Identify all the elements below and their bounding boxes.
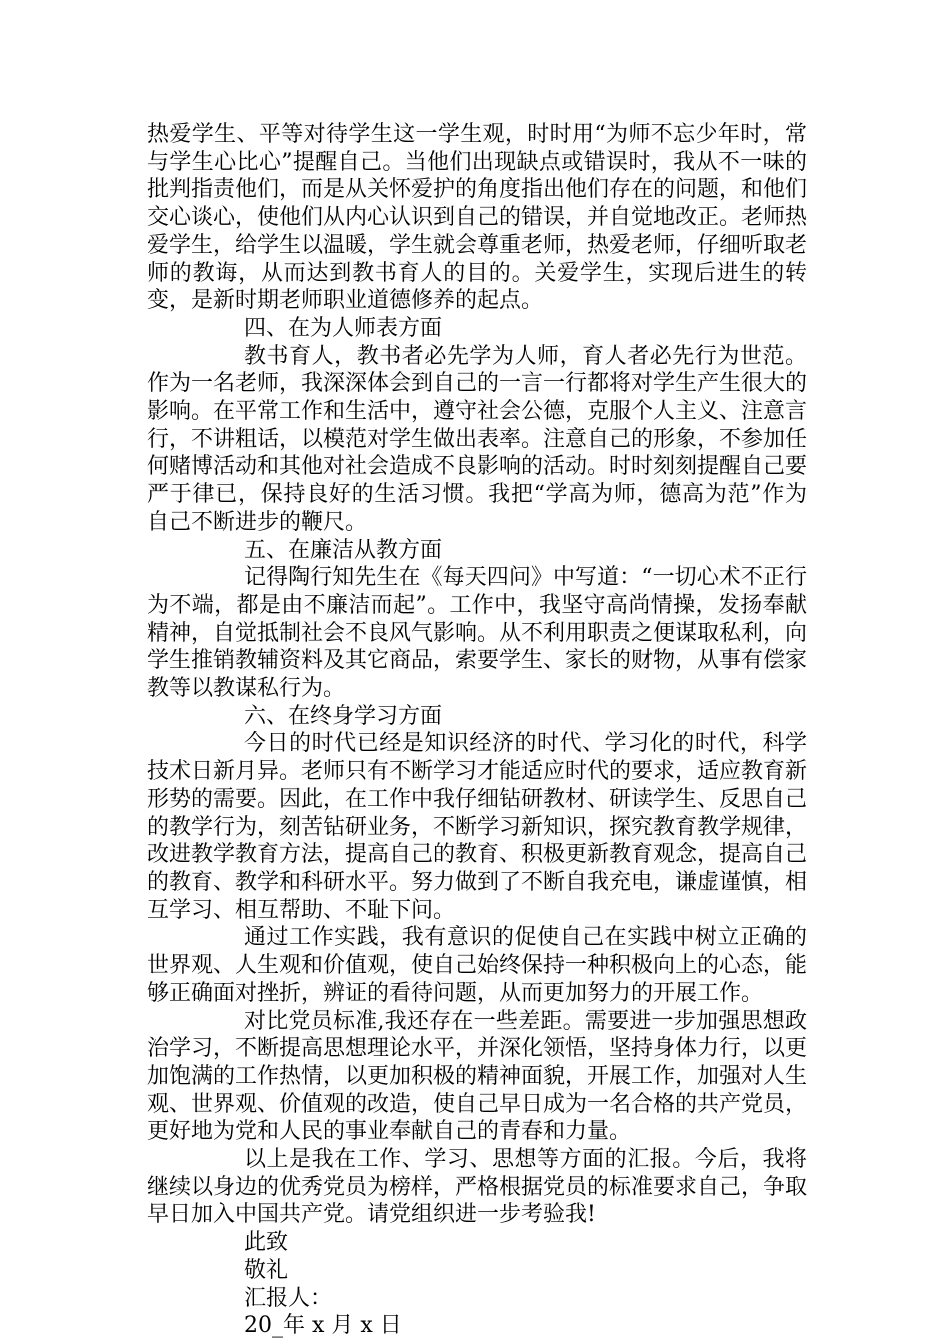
body-paragraph: 对比党员标准,我还存在一些差距。需要进一步加强思想政治学习，不断提高思想理论水平，并深化领悟，坚持身体力行，以更加饱满的工作热情，以更加积极的精神面貌，开展工作，加强对人生观、世界观、价值观的改造，使自己早日成为一名合格的共产党员，更好地为党和人民的事业奉献自己的青春和力量。: [147, 1008, 808, 1145]
document-page: [147, 121, 807, 1340]
closing-regards: 敬礼: [244, 1257, 289, 1283]
body-paragraph: 通过工作实践，我有意识的促使自己在实践中树立正确的世界观、人生观和价值观，使自己始终保持一种积极向上的心态，能够正确面对挫折，辨证的看待问题，从而更加努力的开展工作。: [147, 925, 808, 1006]
body-paragraph: 以上是我在工作、学习、思想等方面的汇报。今后，我将继续以身边的优秀党员为榜样，严格根据党员的标准要求自己，争取早日加入中国共产党。请党组织进一步考验我!: [147, 1147, 808, 1228]
section-heading: 四、在为人师表方面: [244, 315, 443, 341]
section-heading: 六、在终身学习方面: [244, 703, 443, 729]
body-paragraph: 教书育人，教书者必先学为人师，育人者必先行为世范。作为一名老师，我深深体会到自己的一言一行都将对学生产生很大的影响。在平常工作和生活中，遵守社会公德，克服个人主义、注意言行，不讲粗话，以模范对学生做出表率。注意自己的形象，不参加任何赌博活动和其他对社会造成不良影响的活动。时时刻刻提醒自己要严于律已，保持良好的生活习惯。我把“学高为师，德高为范”作为自己不断进步的鞭尺。: [147, 343, 808, 535]
body-paragraph: 记得陶行知先生在《每天四问》中写道：“一切心术不正行为不端，都是由不廉洁而起”。工作中，我坚守高尚情操，发扬奉献精神，自觉抵制社会不良风气影响。从不利用职责之便谋取私利，向学生推销教辅资料及其它商品，索要学生、家长的财物，从事有偿家教等以教谋私行为。: [147, 565, 808, 702]
body-paragraph: 热爱学生、平等对待学生这一学生观，时时用“为师不忘少年时，常与学生心比心”提醒自己。当他们出现缺点或错误时，我从不一味的批判指责他们，而是从关怀爱护的角度指出他们存在的问题，和他们交心谈心，使他们从内心认识到自己的错误，并自觉地改正。老师热爱学生，给学生以温暖，学生就会尊重老师，热爱老师，仔细听取老师的教诲，从而达到教书育人的目的。关爱学生，实现后进生的转变，是新时期老师职业道德修养的起点。: [147, 122, 808, 314]
closing-salutation: 此致: [244, 1230, 289, 1256]
reporter-label: 汇报人：: [244, 1285, 333, 1311]
body-paragraph: 今日的时代已经是知识经济的时代、学习化的时代，科学技术日新月异。老师只有不断学习才能适应时代的要求，适应教育新形势的需要。因此，在工作中我仔细钻研教材、研读学生、反思自己的教学行为，刻苦钻研业务，不断学习新知识，探究教育教学规律，改进教学教育方法，提高自己的教育、积极更新教育观念，提高自己的教育、教学和科研水平。努力做到了不断自我充电，谦虚谨慎，相互学习、相互帮助、不耻下问。: [147, 731, 808, 923]
section-heading: 五、在廉洁从教方面: [244, 537, 443, 563]
report-date: 20_年 x 月 x 日: [244, 1313, 402, 1339]
